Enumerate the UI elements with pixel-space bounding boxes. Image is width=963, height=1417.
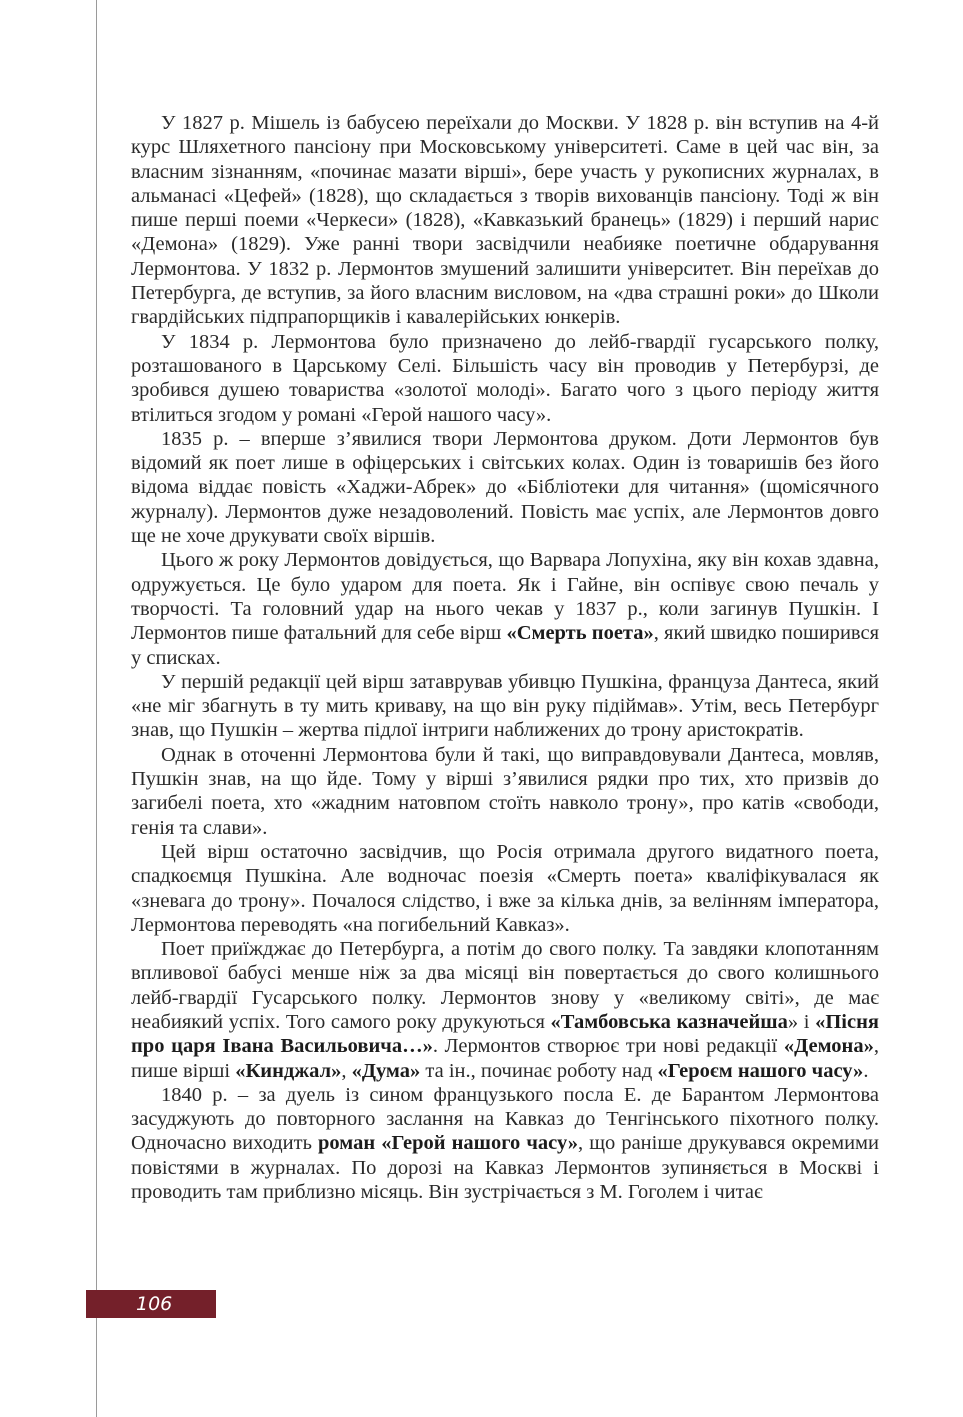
paragraph	[131, 330, 879, 427]
text-run: Поет приїжджає до Петербурга, а потім до свого полку. Та завдяки клопотанням впливової бабусі менше ніж за два місяці він повертається до свого колишнього лейб-гвардії Гусарського полку. Лермонтов знову у «великому світі», де має неабиякий успіх. Того самого року друкуються	[131, 938, 879, 1033]
text-run: 1840 р. – за дуель із сином французького посла Е. де Барантом Лермонтова засуджують до повторного заслання на Кавказ до Тенгінського піхотного полку. Одночасно виходить	[131, 1083, 879, 1155]
bold-title: «Тамбовська казначейша	[550, 1010, 788, 1033]
paragraph	[131, 427, 879, 548]
text-run: , який швидко поширився у списках.	[131, 622, 880, 669]
paragraph	[131, 743, 879, 840]
page-number: 106	[136, 1293, 173, 1315]
text-run: та ін., починає роботу над	[420, 1059, 658, 1082]
text-run: Однак в оточенні Лермонтова були й такі, що виправдовували Дантеса, мовляв, Пушкін знав, на що йде. Тому у вірші з’явилися рядки про тих, хто призвів до загибелі поета, хто «жадним натовпом стоїть навколо трону», про катів «свободи, генія та слави».	[131, 743, 879, 839]
text-run: , пише вірші	[131, 1035, 879, 1082]
bold-title: «Смерть поета»	[506, 622, 654, 645]
paragraph	[131, 840, 879, 937]
bold-title: «Кинджал»	[235, 1059, 342, 1082]
paragraph	[131, 1083, 879, 1204]
text-run: У 1827 р. Мішель із бабусею переїхали до Москви. У 1828 р. він вступив на 4-й курс Шляхетного пансіону при Московському університеті. Саме в цей час він, за власним зізнанням, «починає мазати вірші», бере участь у рукописних журналах, в альманасі «Цефей» (1828), що складається з творів вихованців пансіону. Тоді ж він пише перші поеми «Черкеси» (1828), «Кавказький бранець» (1829) і перший нарис «Демона» (1829). Уже ранні твори засвідчили неабияке поетичне обдарування Лермонтова. У 1832 р. Лермонтов змушений залишити університет. Він переїхав до Петербурга, де вступив, за його власним висловом, на «два страшні роки» до Школи гвардійських підпрапорщиків і кавалерійських юнкерів.	[131, 112, 879, 329]
paragraph	[131, 548, 879, 669]
paragraph	[131, 937, 879, 1083]
bold-title: «Дума»	[351, 1059, 421, 1082]
paragraph	[131, 670, 879, 743]
text-run: Цей вірш остаточно засвідчив, що Росія отримала другого видатного поета, спадкоємця Пушкіна. Але водночас поезія «Смерть поета» кваліфікувалася як «зневага до трону». Почалося слідство, і вже за кілька днів, за велінням імператора, Лермонтова переводять «на погибельний Кавказ».	[131, 840, 879, 936]
paragraph	[131, 111, 879, 330]
body-text	[131, 111, 879, 1204]
margin-rule	[96, 0, 97, 1417]
text-run: , що раніше друкувався окремими повістями в журналах. По дорозі на Кавказ Лермонтов зупиняється в Москві і проводить там приблизно місяць. Він зустрічається з М. Гоголем і читає	[131, 1132, 879, 1204]
text-run: » і	[787, 1010, 816, 1033]
text-run: ,	[341, 1059, 352, 1082]
bold-title: «Демона»	[783, 1035, 874, 1058]
text-run: У 1834 р. Лермонтова було призначено до лейб-гвардії гусарського полку, розташованого в Царському Селі. Більшість часу він проводив у Петербурзі, де зробився душею товариства «золотої молоді». Багато чого з цього періоду життя втілиться згодом у романі «Герой нашого часу».	[131, 330, 879, 426]
text-run: . Лермонтов створює три нові редакції	[432, 1035, 784, 1058]
bold-title: «Пісня про царя Івана Васильовича…»	[131, 1010, 879, 1058]
text-run: У першій редакції цей вірш затаврував убивцю Пушкіна, француза Дантеса, який «не міг збагнуть в ту мить криваву, на що він руку підіймав». Утім, весь Петербург знав, що Пушкін – жертва підлої інтриги наближених до трону аристократів.	[131, 670, 879, 742]
bold-title: «Героєм нашого часу»	[657, 1059, 864, 1082]
bold-title: роман «Герой нашого часу»	[318, 1132, 579, 1155]
text-run: 1835 р. – вперше з’явилися твори Лермонтова друком. Доти Лермонтов був відомий як поет лише в офіцерських і світських колах. Один із товаришів без його відома віддає повість «Хаджи-Абрек» до «Бібліотеки для читання» (щомісячного журналу). Лермонтов дуже незадоволений. Повість має успіх, але Лермонтов довго ще не хоче друкувати своїх віршів.	[131, 427, 879, 548]
text-run: .	[863, 1059, 869, 1082]
text-run: Цього ж року Лермонтов довідується, що Варвара Лопухіна, яку він кохав здавна, одружується. Це було ударом для поета. Як і Гайне, він оспівує свою печаль у творчості. Та головний удар на нього чекав у 1837 р., коли загинув Пушкін. І Лермонтов пише фатальний для себе вірш	[131, 549, 879, 645]
